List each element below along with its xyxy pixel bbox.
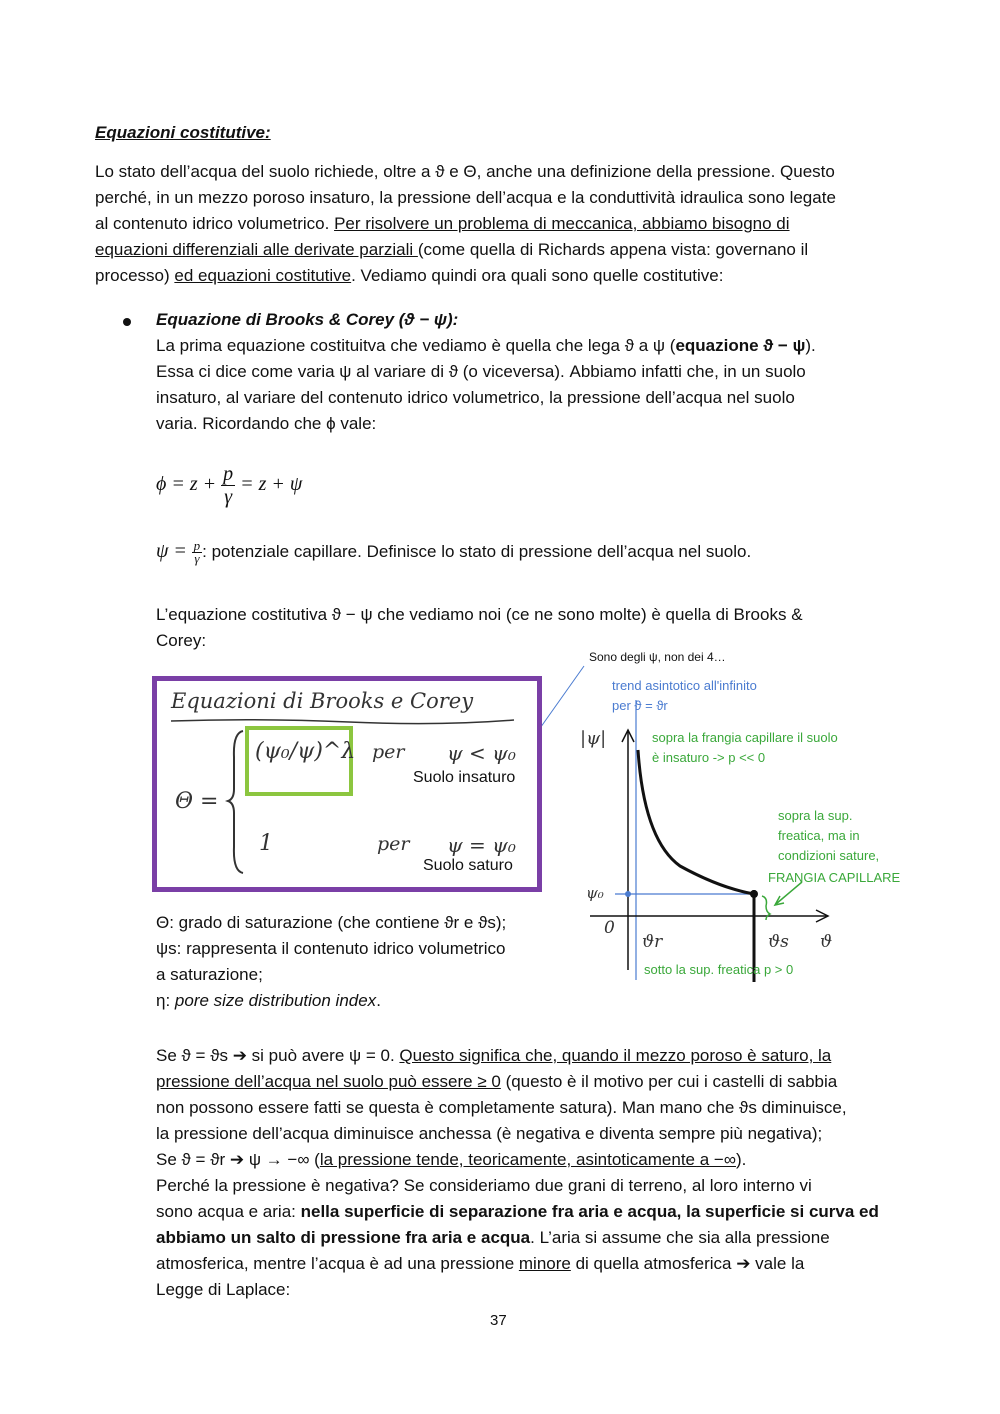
body-text: sono acqua e aria: [156, 1202, 301, 1221]
case2-expression: 1 [259, 831, 273, 856]
body-line-5 [156, 1147, 746, 1173]
label-suolo-saturo: Suolo saturo [423, 857, 513, 874]
intro-line-2: perché, in un mezzo poroso insaturo, la pressione dell’acqua e la conduttività idraulica sono legate [95, 188, 836, 207]
body-text: Se ϑ = ϑr ➔ ψ → −∞ ( [156, 1150, 320, 1169]
bold-text: equazione ϑ − ψ [675, 336, 806, 355]
italic-text: pore size distribution index [174, 991, 377, 1010]
body-line-8 [156, 1225, 830, 1251]
annotation-fringe-4: FRANGIA CAPILLARE [768, 870, 901, 885]
def-text: η: [156, 991, 175, 1010]
equation-phi [156, 463, 302, 508]
annotation-fringe-2: freatica, ma in [778, 828, 860, 843]
eq-right: = z + ψ [240, 473, 303, 496]
theta-symbol: Θ = [175, 789, 219, 814]
annotation-fringe-3: condizioni sature, [778, 848, 880, 863]
origin-label: 0 [604, 918, 615, 938]
fraction-p-gamma-small [192, 540, 203, 565]
frac-den: γ [194, 551, 200, 567]
body-line-3: non possono essere fatti se questa è completamente satura). Man mano che ϑs diminuisce, [156, 1098, 847, 1117]
bullet-line-4: varia. Ricordando che ϕ vale: [156, 414, 377, 433]
intro-line-3 [95, 211, 790, 237]
eq-left: ϕ = z + [156, 473, 217, 496]
section-heading: Equazioni costitutive: [95, 123, 271, 142]
case1-per: per [372, 741, 405, 763]
handwritten-title: Equazioni di Brooks e Corey [171, 689, 474, 713]
bullet-text: La prima equazione costituitva che vediamo è quella che lega ϑ a ψ ( [156, 336, 676, 355]
annotation-asymptotic: trend asintotico all'infinito [612, 678, 757, 693]
bullet-title: Equazione di Brooks & Corey (ϑ − ψ): [156, 310, 459, 329]
body-text: di quella atmosferica ➔ vale la [570, 1254, 805, 1273]
intro-text: processo) [95, 266, 175, 285]
label-suolo-insaturo: Suolo insaturo [413, 769, 516, 786]
bullet-line-2: Essa ci dice come varia ψ al variare di ϑ (o viceversa). Abbiamo infatti che, in un suolo [156, 362, 806, 381]
bullet-line-1 [156, 333, 816, 359]
bullet-line-6: Corey: [156, 631, 207, 650]
y-axis-label: |ψ| [580, 728, 607, 749]
underlined-text: Per risolvere un problema di meccanica, abbiamo bisogno di [334, 214, 790, 233]
intro-text: . Vediamo quindi ora quali sono quelle costitutive: [351, 266, 724, 285]
case1-condition: ψ < ψ₀ [447, 741, 516, 765]
intro-line-1: Lo stato dell’acqua del suolo richiede, oltre a ϑ e Θ, anche una definizione della pressione. Questo [95, 162, 835, 181]
def-psi-s: ψs: rappresenta il contenuto idrico volumetrico [156, 939, 506, 958]
body-line-9 [156, 1251, 804, 1277]
bullet-line-3: insaturo, al variare del contenuto idrico volumetrico, la pressione dell’acqua nel suolo [156, 388, 795, 407]
body-text: (questo è il motivo per cui i castelli di sabbia [500, 1072, 838, 1091]
body-line-1 [156, 1043, 831, 1069]
intro-text: al contenuto idrico volumetrico. [95, 214, 335, 233]
frac-den: γ [224, 486, 233, 508]
theta-r-label: ϑr [642, 932, 663, 952]
body-text: Se ϑ = ϑs ➔ si può avere ψ = 0. [156, 1046, 400, 1065]
frac-num: p [193, 538, 201, 554]
annotation-below-water-table: sotto la sup. freatica p > 0 [644, 962, 794, 977]
def-text: . [376, 991, 381, 1010]
body-text: atmosferica, mentre l’acqua è ad una pressione [156, 1254, 519, 1273]
body-line-4: la pressione dell’acqua diminuisce anchessa (è negativa e diventa sempre più negativa); [156, 1124, 823, 1143]
intro-text: (come quella di Richards appena vista: governano il [417, 240, 809, 259]
def-psi-s-2: a saturazione; [156, 965, 263, 984]
underlined-text: ed equazioni costitutive [174, 266, 352, 285]
body-line-10: Legge di Laplace: [156, 1280, 291, 1299]
equation-psi [156, 540, 751, 565]
psi-theta-graph [570, 670, 910, 985]
body-line-7 [156, 1199, 879, 1225]
body-line-6: Perché la pressione è negativa? Se consideriamo due grani di terreno, al loro interno vi [156, 1176, 812, 1195]
bullet-text: ). [805, 336, 816, 355]
figure-note: Sono degli ψ, non dei 4… [589, 650, 726, 664]
underlined-text: Questo significa che, quando il mezzo poroso è saturo, la [399, 1046, 832, 1065]
case2-per: per [377, 833, 410, 855]
bold-text: abbiamo un salto di pressione fra aria e acqua [156, 1228, 531, 1247]
annotation-fringe-1: sopra la sup. [778, 808, 853, 823]
curly-brace [225, 727, 247, 877]
frac-num: p [223, 463, 234, 485]
underlined-text: pressione dell’acqua nel suolo può essere ≥ 0 [156, 1072, 501, 1091]
annotation-unsaturated-2: è insaturo -> p << 0 [652, 750, 766, 765]
bullet-dot [123, 318, 131, 326]
underlined-text: la pressione tende, teoricamente, asintoticamente a −∞ [319, 1150, 736, 1169]
eq-text: : potenziale capillare. Definisce lo stato di pressione dell’acqua nel suolo. [202, 542, 752, 561]
body-line-2 [156, 1069, 837, 1095]
page-number: 37 [490, 1312, 507, 1329]
case2-condition: ψ = ψ₀ [447, 833, 516, 857]
underlined-text: equazioni differenziali alle derivate parziali [95, 240, 418, 259]
case1-expression: (ψ₀/ψ)^λ [255, 739, 356, 764]
theta-axis-label: ϑ [820, 932, 833, 952]
brooks-corey-handwritten-box [152, 676, 542, 892]
annotation-asymptotic-2: per ϑ = ϑr [612, 698, 668, 713]
body-text: ). [735, 1150, 747, 1169]
def-theta: Θ: grado di saturazione (che contiene ϑr e ϑs); [156, 913, 507, 932]
intro-line-4 [95, 237, 808, 263]
fraction-p-gamma [221, 463, 235, 508]
body-text: . L’aria si assume che sia alla pressione [530, 1228, 830, 1247]
psi0-tick-label: ψ₀ [586, 884, 604, 902]
underlined-text: minore [518, 1254, 571, 1273]
eq-left: ψ = [156, 540, 187, 562]
title-underline [169, 717, 519, 725]
annotation-unsaturated: sopra la frangia capillare il suolo [652, 730, 838, 745]
intro-line-5 [95, 263, 723, 289]
bold-text: nella superficie di separazione fra aria e acqua, la superficie si curva ed [300, 1202, 879, 1221]
def-eta [156, 988, 381, 1014]
bullet-line-5: L’equazione costitutiva ϑ − ψ che vediamo noi (ce ne sono molte) è quella di Brooks & [156, 605, 803, 624]
theta-s-label: ϑs [768, 932, 789, 952]
